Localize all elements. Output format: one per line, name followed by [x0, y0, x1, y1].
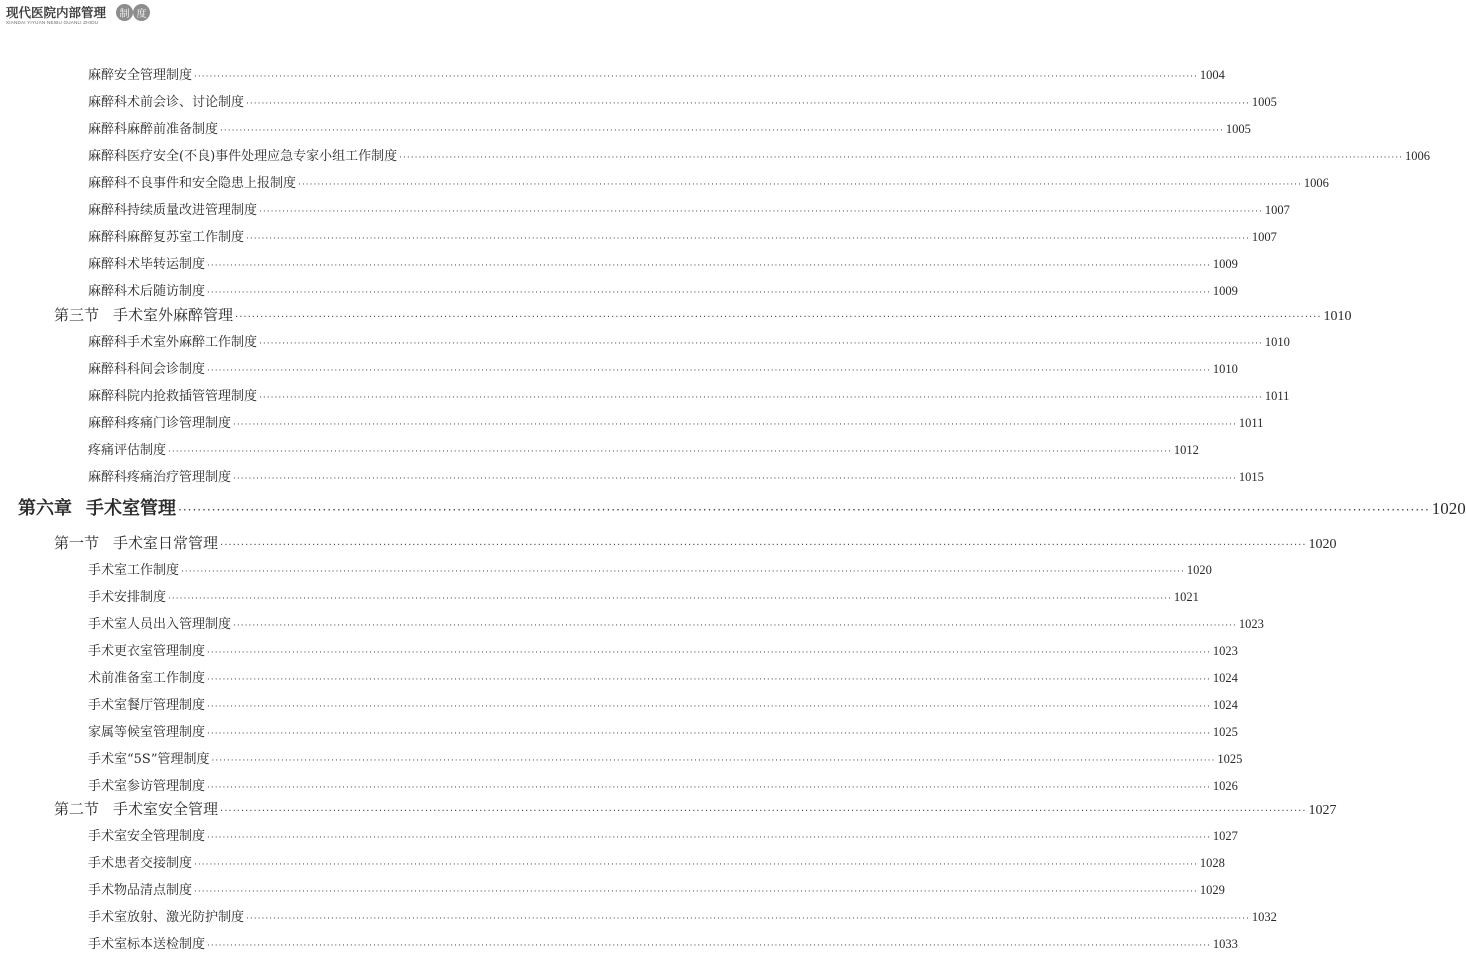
dot-leader: ···································································································································································································································································· [246, 914, 1250, 924]
dot-leader: ···································································································································································································································································· [233, 474, 1237, 484]
toc-title [88, 879, 192, 898]
dot-leader: ···································································································································································································································································· [259, 207, 1263, 217]
toc-title [88, 466, 231, 485]
dot-leader: ···································································································································································································································································· [220, 806, 1307, 817]
toc-title-text: 手术室安全管理 [113, 800, 219, 818]
toc-entry [88, 331, 1290, 350]
toc-title [88, 226, 244, 245]
toc-title [88, 721, 205, 740]
toc-page-number: 1020 [1308, 537, 1337, 552]
dot-leader: ···································································································································································································································································· [259, 339, 1263, 349]
toc-title-text: 麻醉科疼痛治疗管理制度 [88, 470, 232, 485]
toc-entry [88, 613, 1264, 632]
toc-title [54, 532, 218, 553]
toc-title [18, 494, 176, 520]
toc-title [88, 385, 257, 404]
dot-leader: ···································································································································································································································································· [207, 366, 1211, 376]
dot-leader: ···································································································································································································································································· [207, 729, 1211, 739]
toc-title-text: 麻醉科疼痛门诊管理制度 [88, 416, 232, 431]
toc-title [88, 825, 205, 844]
dot-leader: ···································································································································································································································································· [194, 887, 1198, 897]
toc-section-heading [54, 532, 1337, 553]
toc-entry [88, 852, 1225, 871]
toc-page-number: 1005 [1251, 95, 1277, 109]
toc-chapter-heading [18, 494, 1466, 520]
dot-leader: ···································································································································································································································································· [207, 288, 1211, 298]
dot-leader: ···································································································································································································································································· [399, 153, 1403, 163]
toc-entry [88, 199, 1290, 218]
toc-page-number: 1028 [1199, 856, 1225, 870]
toc-page-number: 1020 [1186, 563, 1212, 577]
toc-entry [88, 226, 1277, 245]
dot-leader: ···································································································································································································································································· [207, 783, 1211, 793]
toc-page-number: 1023 [1212, 644, 1238, 658]
dot-leader: ···································································································································································································································································· [259, 393, 1263, 403]
toc-entry [88, 694, 1238, 713]
dot-leader: ···································································································································································································································································· [207, 261, 1211, 271]
book-title-pinyin: XIANDAI YIYUAN NEIBU GUANLI ZHIDU [6, 20, 99, 25]
toc-page-number: 1015 [1238, 470, 1264, 484]
dot-leader: ···································································································································································································································································· [246, 234, 1250, 244]
running-header [6, 2, 646, 32]
toc-title-text: 手术室人员出入管理制度 [88, 617, 232, 632]
toc-title-text: 麻醉科麻醉复苏室工作制度 [88, 230, 245, 245]
toc-page-number: 1027 [1212, 829, 1238, 843]
toc-page-number: 1006 [1303, 176, 1329, 190]
book-title: 现代医院内部管理 [6, 5, 107, 20]
toc-entry [88, 358, 1238, 377]
dot-leader: ···································································································································································································································································· [235, 312, 1322, 323]
toc-page-number: 1010 [1264, 335, 1290, 349]
toc-title-text: 麻醉科术后随访制度 [88, 284, 206, 299]
toc-page-number: 1006 [1404, 149, 1430, 163]
toc-entry [88, 879, 1225, 898]
toc-page-number: 1025 [1217, 752, 1243, 766]
toc-title-text: 手术室日常管理 [113, 534, 219, 552]
toc-title [88, 748, 209, 767]
toc-entry [88, 145, 1430, 164]
toc-title [88, 852, 192, 871]
toc-entry [88, 439, 1199, 458]
toc-page-number: 1010 [1323, 309, 1352, 324]
toc-title-text: 麻醉科持续质量改进管理制度 [88, 203, 258, 218]
toc-title [54, 798, 218, 819]
dot-leader: ···································································································································································································································································· [298, 180, 1302, 190]
toc-title-text: 麻醉科不良事件和安全隐患上报制度 [88, 176, 297, 191]
dot-leader: ···································································································································································································································································· [207, 941, 1211, 951]
toc-title-text: 疼痛评估制度 [88, 443, 167, 458]
toc-entry [88, 721, 1238, 740]
toc-title-text: 手术室管理 [86, 498, 176, 519]
toc-title [88, 613, 231, 632]
toc-number: 第一节 [54, 534, 100, 552]
toc-title-text: 麻醉安全管理制度 [88, 68, 193, 83]
dot-leader: ···································································································································································································································································· [211, 756, 1216, 766]
toc-page-number: 1011 [1264, 389, 1290, 403]
toc-title [88, 933, 205, 952]
toc-title [88, 331, 257, 350]
toc-title-text: 手术室参访管理制度 [88, 779, 206, 794]
toc-entry [88, 825, 1238, 844]
toc-entry [88, 667, 1238, 686]
toc-entry [88, 64, 1225, 83]
toc-title-text: 麻醉科术前会诊、讨论制度 [88, 95, 245, 110]
toc-page-number: 1004 [1199, 68, 1225, 82]
toc-page-number: 1026 [1212, 779, 1238, 793]
toc-title-text: 家属等候室管理制度 [88, 725, 206, 740]
toc-entry [88, 118, 1251, 137]
toc-title [88, 559, 179, 578]
toc-page-number: 1009 [1212, 257, 1238, 271]
dot-leader: ···································································································································································································································································· [207, 833, 1211, 843]
toc-title [88, 906, 244, 925]
toc-entry [88, 280, 1238, 299]
dot-leader: ···································································································································································································································································· [194, 72, 1198, 82]
toc-title-text: 手术室工作制度 [88, 563, 180, 578]
toc-title-text: 手术患者交接制度 [88, 856, 193, 871]
dot-leader: ···································································································································································································································································· [168, 594, 1172, 604]
badge-char-2: 度 [133, 4, 150, 21]
toc-title [54, 304, 233, 325]
toc-title [88, 694, 205, 713]
toc-entry [88, 748, 1243, 767]
toc-number: 第三节 [54, 306, 100, 324]
toc-section-heading [54, 798, 1337, 819]
toc-page-number: 1005 [1225, 122, 1251, 136]
toc-entry [88, 412, 1264, 431]
badge-char-1: 制 [116, 4, 133, 21]
toc-title [88, 775, 205, 794]
toc-page-number: 1027 [1308, 803, 1337, 818]
toc-page-number: 1007 [1264, 203, 1290, 217]
toc-number: 第二节 [54, 800, 100, 818]
toc-entry [88, 253, 1238, 272]
toc-entry [88, 775, 1238, 794]
toc-title-text: 手术室外麻醉管理 [113, 306, 234, 324]
toc-title [88, 586, 166, 605]
toc-title [88, 199, 257, 218]
toc-title-text: 麻醉科科间会诊制度 [88, 362, 206, 377]
toc-title [88, 64, 192, 83]
dot-leader: ···································································································································································································································································· [194, 860, 1198, 870]
toc-page-number: 1010 [1212, 362, 1238, 376]
toc-section-heading [54, 304, 1352, 325]
toc-title [88, 667, 205, 686]
toc-entry [88, 640, 1238, 659]
dot-leader: ···································································································································································································································································· [181, 567, 1185, 577]
dot-leader: ···································································································································································································································································· [207, 648, 1211, 658]
toc-page-number: 1007 [1251, 230, 1277, 244]
toc-page-number: 1009 [1212, 284, 1238, 298]
dot-leader: ···································································································································································································································································· [220, 126, 1224, 136]
toc-title-text: 麻醉科院内抢救插管管理制度 [88, 389, 258, 404]
toc-number: 第六章 [18, 498, 72, 519]
toc-title [88, 280, 205, 299]
dot-leader: ···································································································································································································································································· [168, 447, 1172, 457]
toc-page-number: 1020 [1431, 499, 1466, 518]
toc-title [88, 118, 218, 137]
dot-leader: ···································································································································································································································································· [246, 99, 1250, 109]
toc-title [88, 439, 166, 458]
toc-title-text: 手术安排制度 [88, 590, 167, 605]
toc-title [88, 172, 296, 191]
toc-entry [88, 385, 1290, 404]
dot-leader: ···································································································································································································································································· [220, 540, 1307, 551]
toc-page-number: 1023 [1238, 617, 1264, 631]
toc-title-text: 麻醉科医疗安全(不良)事件处理应急专家小组工作制度 [88, 149, 398, 164]
toc-title-text: 手术室标本送检制度 [88, 937, 206, 952]
toc-title [88, 145, 397, 164]
toc-title-text: 手术室放射、激光防护制度 [88, 910, 245, 925]
toc-page-number: 1033 [1212, 937, 1238, 951]
toc-page-number: 1025 [1212, 725, 1238, 739]
dot-leader: ···································································································································································································································································· [178, 503, 1430, 517]
toc-title-text: 手术室安全管理制度 [88, 829, 206, 844]
toc-page-number: 1032 [1251, 910, 1277, 924]
dot-leader: ···································································································································································································································································· [233, 621, 1237, 631]
toc-title-text: 麻醉科手术室外麻醉工作制度 [88, 335, 258, 350]
toc-title-text: 麻醉科麻醉前准备制度 [88, 122, 219, 137]
toc-title-text: 术前准备室工作制度 [88, 671, 206, 686]
toc-title [88, 640, 205, 659]
toc-title-text: 手术物品清点制度 [88, 883, 193, 898]
toc-title-text: 麻醉科术毕转运制度 [88, 257, 206, 272]
toc-entry [88, 933, 1238, 952]
toc-title [88, 91, 244, 110]
toc-page-number: 1024 [1212, 698, 1238, 712]
toc-page-number: 1024 [1212, 671, 1238, 685]
toc-title-text: 手术室餐厅管理制度 [88, 698, 206, 713]
toc-entry [88, 559, 1212, 578]
toc-page-number: 1021 [1173, 590, 1199, 604]
toc-title [88, 412, 231, 431]
dot-leader: ···································································································································································································································································· [207, 702, 1211, 712]
toc-page-number: 1029 [1199, 883, 1225, 897]
toc-entry [88, 906, 1277, 925]
toc-page-number: 1011 [1238, 416, 1264, 430]
toc-entry [88, 586, 1199, 605]
dot-leader: ···································································································································································································································································· [207, 675, 1211, 685]
toc-title [88, 253, 205, 272]
toc-title-text: 手术室“5S”管理制度 [88, 752, 210, 767]
toc-page-number: 1012 [1173, 443, 1199, 457]
toc-entry [88, 172, 1329, 191]
dot-leader: ···································································································································································································································································· [233, 420, 1237, 430]
toc-entry [88, 91, 1277, 110]
toc-title-text: 手术更衣室管理制度 [88, 644, 206, 659]
toc-title [88, 358, 205, 377]
toc-entry [88, 466, 1264, 485]
